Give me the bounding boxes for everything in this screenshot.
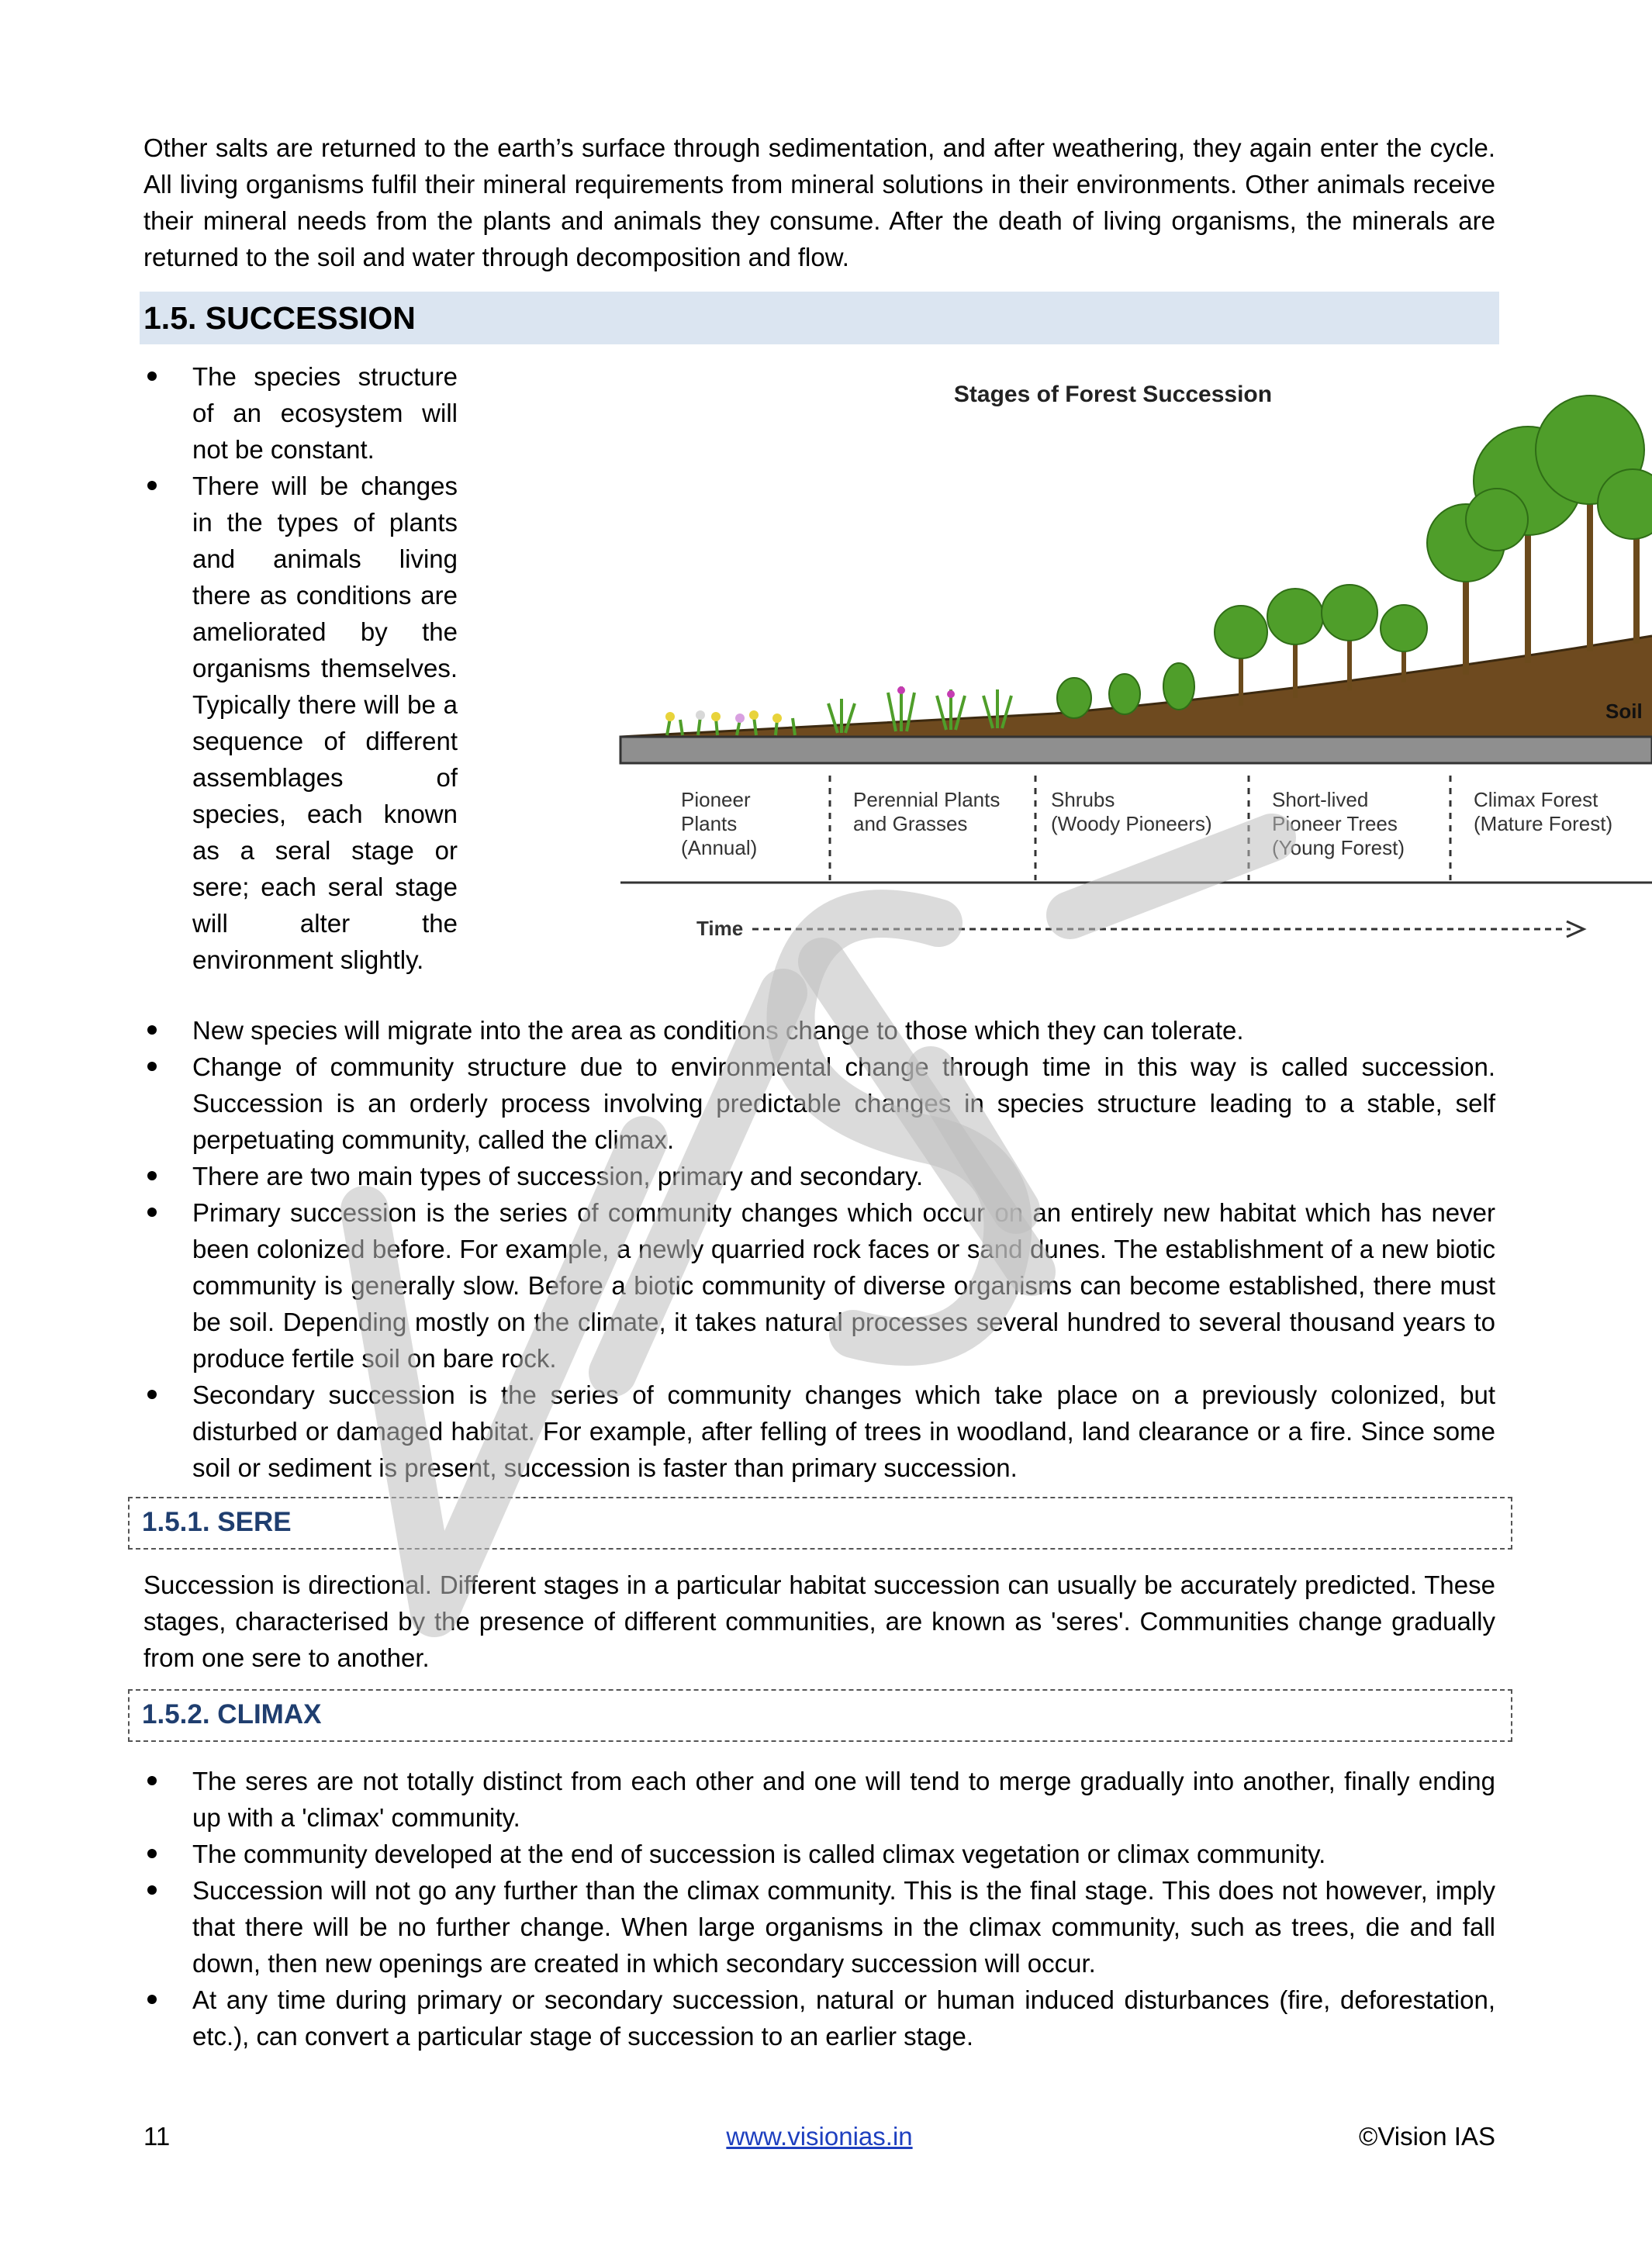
succession-bullets-narrow	[143, 358, 458, 978]
page-footer	[143, 2118, 1495, 2154]
copyright: ©Vision IAS	[1359, 2122, 1495, 2151]
list-item: The species structure of an ecosystem will not be constant.	[143, 358, 458, 468]
stage-label-line3: (Annual)	[681, 836, 758, 859]
list-item: Secondary succession is the series of community changes which take place on a previously colonized, but disturbed or damaged habitat. For example, after felling of trees in woodland, land clearance or a fire. Since some soil or sediment is present, succession is faster than primary succession.	[143, 1377, 1495, 1486]
website-link[interactable]: www.visionias.in	[726, 2122, 913, 2151]
page-number: 11	[143, 2122, 171, 2151]
stage-label-line2: and Grasses	[853, 812, 968, 835]
list-item: Primary succession is the series of community changes which occur on an entirely new habitat which has never been colonized before. For example, a newly quarried rock faces or sand dunes. The establishment of a new biotic community is generally slow. Before a biotic community of diverse organisms can become established, there must be soil. Depending mostly on the climate, it takes natural processes several hundred to several thousand years to produce fertile soil on bare rock.	[143, 1194, 1495, 1377]
stage-label-line1: Short-lived	[1272, 788, 1369, 811]
stage-label-line1: Shrubs	[1051, 788, 1115, 811]
succession-bullets	[143, 1012, 1495, 1486]
time-label: Time	[696, 917, 744, 940]
figure-title: Stages of Forest Succession	[953, 382, 1273, 407]
list-item: The seres are not totally distinct from each other and one will tend to merge gradually into another, finally ending up with a 'climax' community.	[143, 1763, 1495, 1836]
climax-forest-icon	[1427, 396, 1652, 675]
forest-succession-figure	[620, 365, 1652, 954]
list-item: Succession will not go any further than the climax community. This is the final stage. This does not however, imply that there will be no further change. When large organisms in the climax community, such as trees, die and fall down, then new openings are created in which secondary succession will occur.	[143, 1872, 1495, 1982]
soil-label: Soil	[1605, 700, 1643, 723]
stage-label-line2: Plants	[681, 812, 738, 835]
list-item: There are two main types of succession, primary and secondary.	[143, 1158, 1495, 1194]
list-item: At any time during primary or secondary succession, natural or human induced disturbances (fire, deforestation, etc.), can convert a particular stage of succession to an earlier stage.	[143, 1982, 1495, 2054]
stage-label-line1: Pioneer	[681, 788, 751, 811]
list-item: The community developed at the end of succession is called climax vegetation or climax community.	[143, 1836, 1495, 1872]
subheading-sere: 1.5.1. SERE	[128, 1497, 1512, 1550]
stage-label-line1: Perennial Plants	[853, 788, 1001, 811]
stage-label-line3: (Young Forest)	[1272, 836, 1405, 859]
climax-bullets	[143, 1763, 1495, 2054]
bedrock-bar	[620, 737, 1652, 763]
section-heading-succession: 1.5. SUCCESSION	[140, 292, 1499, 344]
intro-paragraph: Other salts are returned to the earth’s surface through sedimentation, and after weathering, they again enter the cycle. All living organisms fulfil their mineral requirements from mineral solutions in their environments. Other animals receive their mineral needs from the plants and animals they consume. After the death of living organisms, the minerals are returned to the soil and water through decomposition and flow.	[143, 133, 1495, 271]
sere-paragraph: Succession is directional. Different stages in a particular habitat succession can usually be accurately predicted. These stages, characterised by the presence of different communities, are known as 'seres'. Communities change gradually from one sere to another.	[143, 1570, 1495, 1672]
list-item: New species will migrate into the area as conditions change to those which they can tolerate.	[143, 1012, 1495, 1049]
subheading-climax: 1.5.2. CLIMAX	[128, 1689, 1512, 1742]
stage-label-line2: Pioneer Trees	[1272, 812, 1398, 835]
stage-label-line2: (Mature Forest)	[1474, 812, 1613, 835]
list-item: There will be changes in the types of plants and animals living there as conditions are ameliorated by the organisms themselves. Typically there will be a sequence of different assemblages of species, each known as a seral stage or sere; each seral stage will alter the environment slightly.	[143, 468, 458, 978]
stage-label-line1: Climax Forest	[1474, 788, 1598, 811]
stage-label-line2: (Woody Pioneers)	[1051, 812, 1212, 835]
list-item: Change of community structure due to environmental change through time in this way is called succession. Succession is an orderly process involving predictable changes in species structure leading to a stable, self perpetuating community, called the climax.	[143, 1049, 1495, 1158]
